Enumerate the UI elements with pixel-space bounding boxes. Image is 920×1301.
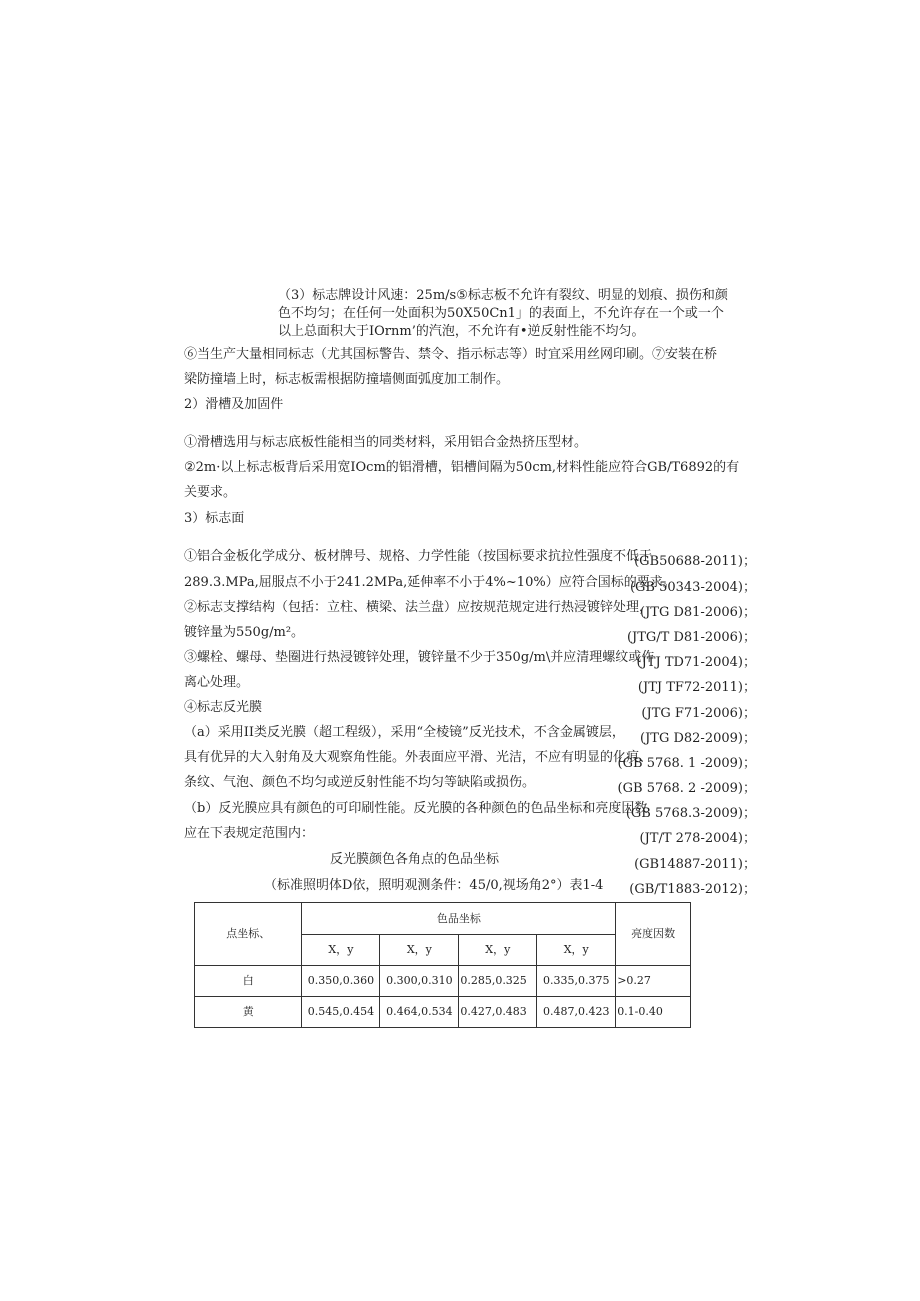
text-line: 应在下表规定范围内：	[184, 826, 315, 841]
section-heading: 2）滑槽及加固件	[184, 397, 284, 412]
standard-reference: (JTG D82-2009)；	[640, 731, 756, 746]
text-line: 离心处理。	[184, 675, 250, 690]
table-row	[195, 997, 691, 1028]
text-line: 以上总面积大于IOrnm’的汽泡，不允许有•逆反射性能不均匀。	[278, 324, 645, 339]
text-line: ③螺栓、螺母、垫圈进行热浸镀锌处理，镀锌量不少于350g/m\并应清理螺纹或作	[184, 650, 655, 665]
color-name: 白	[195, 966, 302, 997]
text-line: （3）标志牌设计风速：25m/s⑤标志板不允许有裂纹、明显的划痕、损伤和颜	[278, 288, 728, 303]
standard-reference: (GB 5768. 2 -2009)；	[617, 781, 756, 796]
standard-reference: (GB 50343-2004)；	[629, 580, 756, 595]
text-line: ①滑槽选用与标志底板性能相当的同类材料，采用铝合金热挤压型材。	[184, 435, 588, 450]
text-line: 色不均匀；在任何一处面积为50X50Cn1」的表面上，不允许存在一个或一个	[278, 306, 724, 321]
standard-reference: (JTG F71-2006)；	[641, 706, 756, 721]
standard-reference: (GB/T1883-2012)；	[629, 882, 756, 897]
text-line: 镀锌量为550g∕m²。	[184, 625, 305, 640]
color-name: 黄	[195, 997, 302, 1028]
coordinate-cell: 0.464,0.534	[380, 997, 459, 1028]
chromaticity-table	[194, 902, 691, 1028]
text-line: ⑥当生产大量相同标志（尤其国标警告、禁令、指示标志等）时宜采用丝网印刷。⑦安装在桥	[184, 347, 718, 362]
subheader-xy: X，y	[459, 935, 537, 966]
text-line: 梁防撞墙上时，标志板需根据防撞墙侧面弧度加工制作。	[184, 372, 510, 387]
subheader-xy: X，y	[302, 935, 380, 966]
standard-reference: (GB 5768.3-2009)；	[625, 806, 756, 821]
table-caption: （标准照明体D依，照明观测条件：45/0,视场角2°）表1-4	[264, 878, 604, 893]
luminance-cell: 0.1-0.40	[616, 997, 691, 1028]
coordinate-cell: 0.427,0.483	[459, 997, 537, 1028]
coordinate-cell: 0.285,0.325	[459, 966, 537, 997]
text-line: ④标志反光膜	[184, 700, 263, 715]
text-line: 条纹、气泡、颜色不均匀或逆反射性能不均匀等缺陷或损伤。	[184, 775, 536, 790]
text-line: （b）反光膜应具有颜色的可印刷性能。反光膜的各种颜色的色品坐标和亮度因数	[184, 801, 648, 816]
standard-reference: (GB50688-2011)；	[634, 554, 756, 569]
text-line: 关要求。	[184, 485, 237, 500]
header-point-coordinates: 点坐标、	[195, 903, 302, 966]
coordinate-cell: 0.335,0.375	[537, 966, 616, 997]
coordinate-cell: 0.350,0.360	[302, 966, 380, 997]
text-line: 289.3.MPa,屈服点不小于241.2MPa,延伸率不小于4%~10%）应符合国标的要求。	[184, 575, 676, 590]
standard-reference: (JTG/T D81-2006)；	[626, 630, 756, 645]
standard-reference: (GB14887-2011)；	[634, 857, 756, 872]
subheader-xy: X，y	[537, 935, 616, 966]
standard-reference: (GB 5768. 1 -2009)；	[617, 756, 756, 771]
text-line: ②2m·以上标志板背后采用宽IOcm的铝滑槽，铝槽间隔为50cm,材料性能应符合GB/T6892的有	[184, 460, 740, 475]
standard-reference: (JTJ TD71-2004)；	[636, 655, 756, 670]
standard-reference: (JT/T 278-2004)；	[639, 831, 756, 846]
standard-reference: (JTG D81-2006)；	[640, 605, 756, 620]
text-line: （a）采用II类反光膜（超工程级），采用“全棱镜”反光技术，不含金属镀层，	[184, 725, 625, 740]
header-luminance-factor: 亮度因数	[616, 903, 691, 966]
coordinate-cell: 0.487,0.423	[537, 997, 616, 1028]
section-heading: 3）标志面	[184, 511, 245, 526]
standard-reference: (JTJ TF72-2011)；	[637, 680, 756, 695]
subheader-xy: X，y	[380, 935, 459, 966]
table-row	[195, 966, 691, 997]
coordinate-cell: 0.300,0.310	[380, 966, 459, 997]
luminance-cell: >0.27	[616, 966, 691, 997]
text-line: ②标志支撑结构（包括：立柱、横梁、法兰盘）应按规范规定进行热浸镀锌处理，	[184, 600, 653, 615]
coordinate-cell: 0.545,0.454	[302, 997, 380, 1028]
text-line: 具有优异的大入射角及大观察角性能。外表面应平滑、光洁，不应有明显的化痕、	[184, 750, 653, 765]
text-line: ①铝合金板化学成分、板材牌号、规格、力学性能（按国标要求抗拉性强度不低于	[184, 549, 653, 564]
header-chromaticity: 色品坐标	[302, 903, 616, 935]
table-title: 反光膜颜色各角点的色品坐标	[330, 852, 500, 867]
